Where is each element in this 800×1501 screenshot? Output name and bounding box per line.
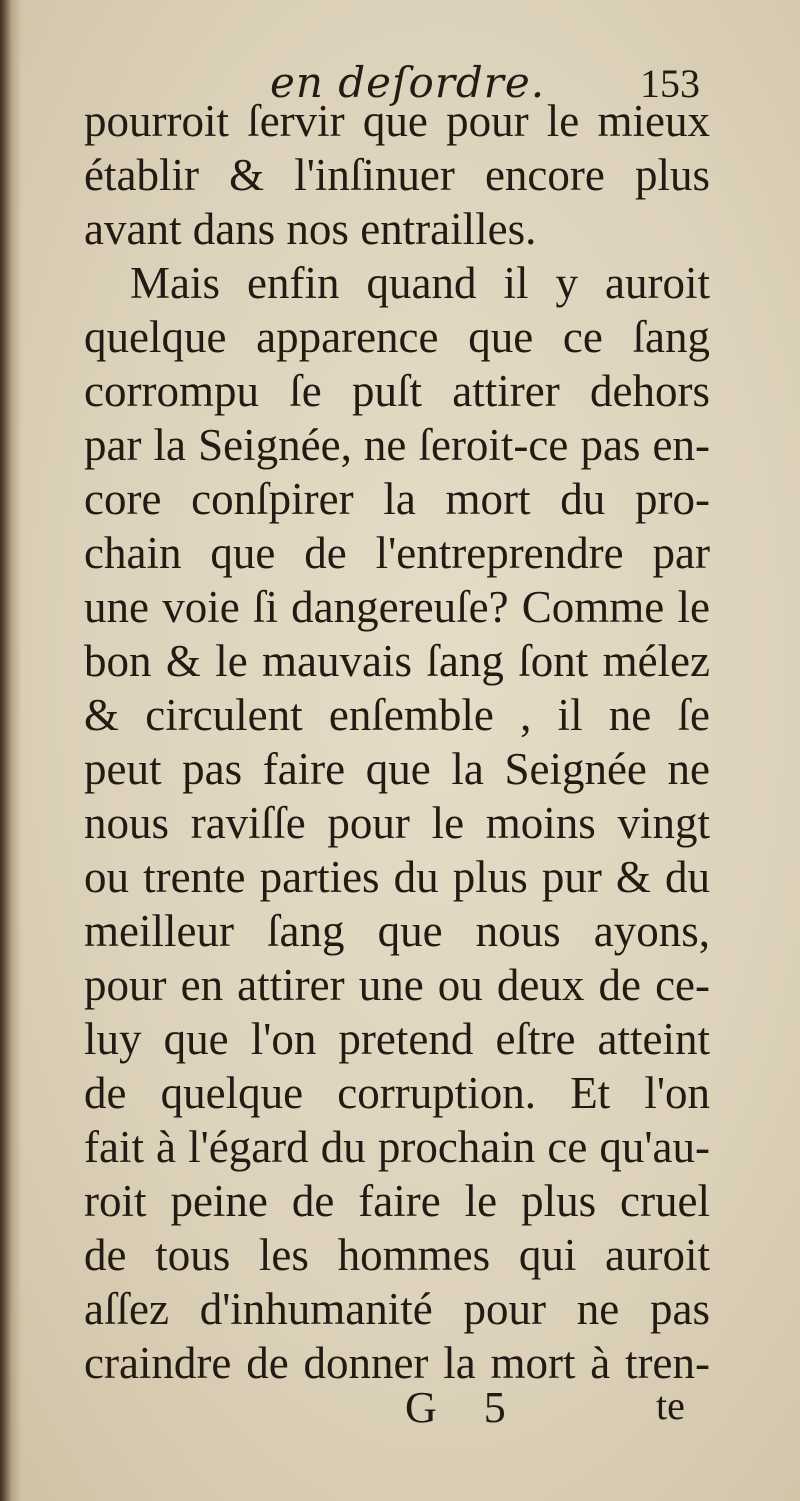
text-line-2: établir & l'inſinuer encore plus [84,150,710,200]
text-line-24: craindre de donner la mort à tren- [84,1338,710,1388]
text-line-5: quelque apparence que ce ſang [84,312,710,362]
running-head: en deſordre. [270,58,546,107]
text-line-11: bon & le mauvais ſang ſont mélez [84,636,710,686]
text-line-13: peut pas faire que la Seignée ne [84,744,710,794]
catchword: te [656,1383,685,1428]
text-line-1: pourroit ſervir que pour le mieux [84,96,710,146]
text-line-16: meilleur ſang que nous ayons, [84,906,710,956]
page-number: 153 [640,61,700,106]
text-line-14: nous raviſſe pour le moins vingt [84,798,710,848]
text-line-22: de tous les hommes qui auroit [84,1230,710,1280]
text-line-23: aſſez d'inhumanité pour ne pas [84,1284,710,1334]
text-line-8: core conſpirer la mort du pro- [84,474,710,524]
binding-edge [0,0,22,1501]
text-line-12: & circulent enſemble , il ne ſe [84,690,710,740]
text-line-4: Mais enfin quand il y auroit [130,258,710,308]
signature-mark: G 5 [405,1383,524,1432]
body-text [84,94,710,1390]
text-line-7: par la Seignée, ne ſeroit-ce pas en- [84,420,710,470]
text-line-15: ou trente parties du plus pur & du [84,852,710,902]
text-line-10: une voie ſi dangereuſe? Comme le [84,582,710,632]
text-line-6: corrompu ſe puſt attirer dehors [84,366,710,416]
text-line-3: avant dans nos entrailles. [84,204,537,254]
text-line-20: fait à l'égard du prochain ce qu'au- [84,1122,710,1172]
text-line-19: de quelque corruption. Et l'on [84,1068,710,1118]
text-line-17: pour en attirer une ou deux de ce- [84,960,710,1010]
text-line-18: luy que l'on pretend eſtre atteint [84,1014,710,1064]
text-line-9: chain que de l'entreprendre par [84,528,710,578]
text-line-21: roit peine de faire le plus cruel [84,1176,710,1226]
